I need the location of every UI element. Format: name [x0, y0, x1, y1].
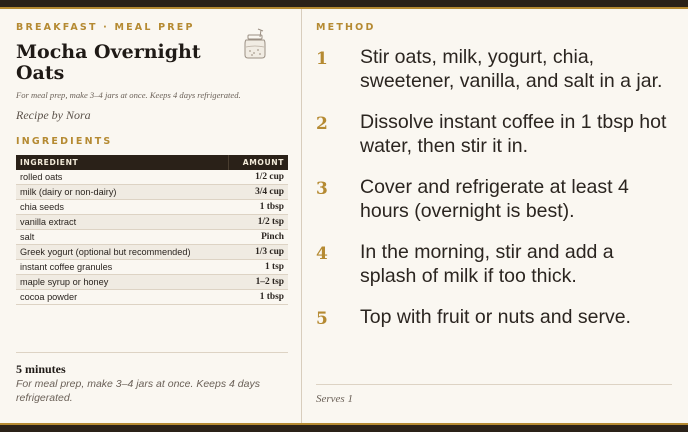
table-row — [16, 260, 288, 275]
ingredient-amount: 1/2 cup — [229, 170, 288, 185]
step-number: 5 — [316, 309, 328, 329]
table-row — [16, 200, 288, 215]
ingredient-name: vanilla extract — [16, 215, 229, 230]
column-divider — [301, 9, 302, 423]
step-text: Dissolve instant coffee in 1 tbsp hot water, then stir it in. — [360, 111, 667, 157]
step-number: 2 — [316, 114, 328, 134]
left-footer-rule — [16, 352, 288, 353]
step-text: Top with fruit or nuts and serve. — [360, 306, 631, 328]
ingredients-heading: INGREDIENTS — [16, 136, 113, 147]
step-number: 4 — [316, 244, 328, 264]
step-text: In the morning, stir and add a splash of milk if too thick. — [360, 241, 614, 287]
ingredient-amount: 1/2 tsp — [229, 215, 288, 230]
step-text: Stir oats, milk, yogurt, chia, sweetener, vanilla, and salt in a jar. — [360, 46, 663, 92]
prep-time: 5 minutes — [16, 362, 66, 376]
table-row — [16, 275, 288, 290]
col-amount: AMOUNT — [229, 155, 288, 170]
method-step — [316, 110, 672, 158]
ingredients-table — [16, 155, 288, 305]
ingredient-name: salt — [16, 230, 229, 245]
recipe-title: Mocha Overnight Oats — [16, 41, 201, 84]
method-step — [316, 240, 672, 288]
jar-icon — [240, 28, 270, 60]
method-steps — [316, 45, 672, 329]
ingredient-name: chia seeds — [16, 200, 229, 215]
col-ingredient: INGREDIENT — [16, 155, 229, 170]
recipe-subtitle: For meal prep, make 3–4 jars at once. Keeps 4 days refrigerated. — [16, 90, 241, 100]
table-row — [16, 245, 288, 260]
table-row — [16, 230, 288, 245]
bottom-band — [0, 425, 688, 432]
ingredient-name: Greek yogurt (optional but recommended) — [16, 245, 229, 260]
meal-prep-tip: For meal prep, make 3–4 jars at once. Keeps 4 days refrigerated. — [16, 378, 260, 404]
ingredient-name: cocoa powder — [16, 290, 229, 305]
top-band — [0, 0, 688, 7]
right-footer-rule — [316, 384, 672, 385]
table-row — [16, 290, 288, 305]
ingredient-name: rolled oats — [16, 170, 229, 185]
ingredient-amount: 1/3 cup — [229, 245, 288, 260]
table-row — [16, 215, 288, 230]
ingredient-name: milk (dairy or non-dairy) — [16, 185, 229, 200]
method-step — [316, 305, 672, 329]
ingredient-name: instant coffee granules — [16, 260, 229, 275]
method-step — [316, 175, 672, 223]
table-row — [16, 170, 288, 185]
servings: Serves 1 — [316, 393, 353, 405]
ingredient-amount: Pinch — [229, 230, 288, 245]
ingredient-amount: 1–2 tsp — [229, 275, 288, 290]
ingredient-amount: 1 tbsp — [229, 290, 288, 305]
recipe-byline: Recipe by Nora — [16, 108, 91, 122]
method-panel — [316, 22, 672, 346]
step-number: 1 — [316, 49, 328, 69]
method-step — [316, 45, 672, 93]
ingredients-header-row — [16, 155, 288, 170]
recipe-info-panel — [16, 22, 288, 305]
ingredient-amount: 1 tbsp — [229, 200, 288, 215]
table-row — [16, 185, 288, 200]
category-eyebrow: BREAKFAST · MEAL PREP — [16, 22, 195, 33]
ingredient-amount: 1 tsp — [229, 260, 288, 275]
ingredient-amount: 3/4 cup — [229, 185, 288, 200]
step-text: Cover and refrigerate at least 4 hours (overnight is best). — [360, 176, 629, 222]
ingredient-name: maple syrup or honey — [16, 275, 229, 290]
step-number: 3 — [316, 179, 328, 199]
method-heading: METHOD — [316, 22, 376, 33]
